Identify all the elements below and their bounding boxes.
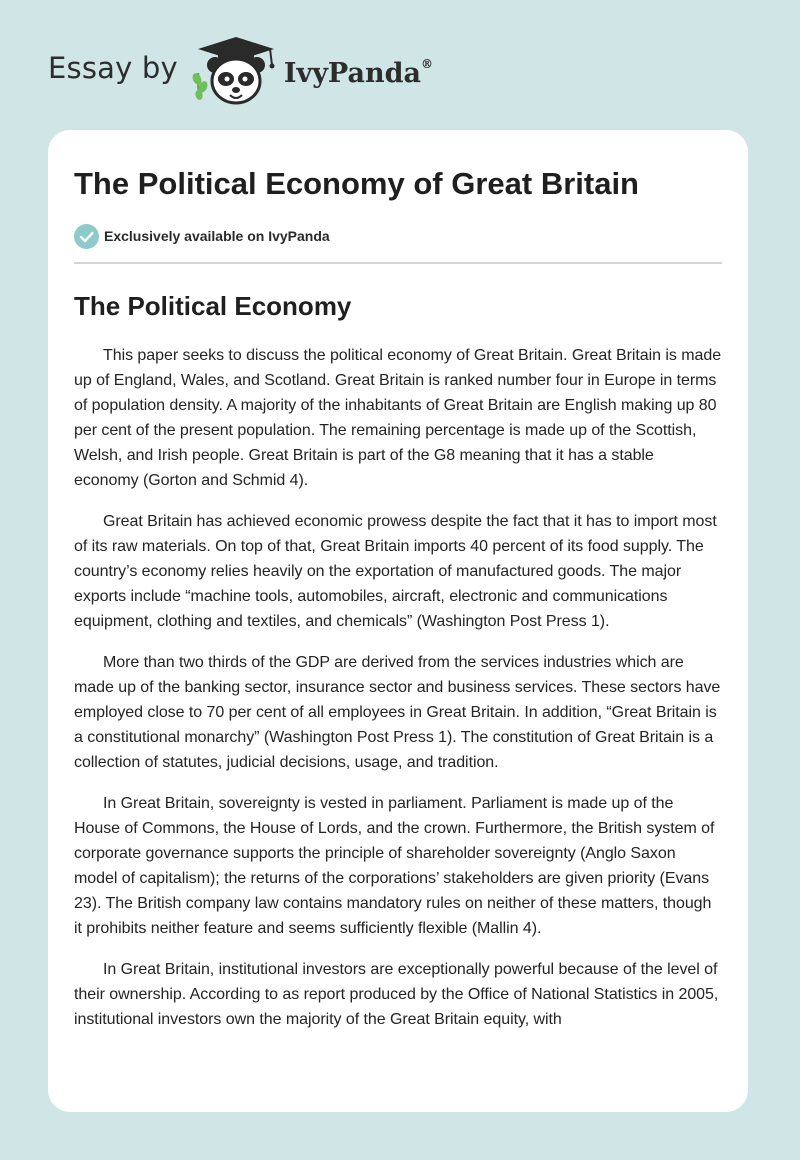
divider — [74, 262, 722, 264]
paragraph: Great Britain has achieved economic prowess despite the fact that it has to import most of its raw materials. On top of that, Great Britain imports 40 percent of its food supply. The country’s economy relies heavily on the exportation of manufactured goods. The major exports include “machine tools, automobiles, aircraft, electronic and communications equipment, clothing and textiles, and chemicals” (Washington Post Press 1). — [74, 513, 717, 630]
check-circle-icon — [74, 224, 99, 249]
essay-card — [48, 130, 748, 1112]
exclusive-badge — [74, 223, 722, 249]
brand-header — [48, 34, 433, 110]
section-heading: The Political Economy — [74, 291, 352, 321]
paragraph: More than two thirds of the GDP are derived from the services industries which are made up of the banking sector, insurance sector and business services. These sectors have employed close to 70 per cent of all employees in Great Britain. In addition, “Great Britain is a constitutional monarchy” (Washington Post Press 1). The constitution of Great Britain is a collection of statutes, judicial decisions, usage, and tradition. — [74, 654, 721, 771]
panda-logo-icon — [190, 35, 282, 109]
exclusive-label: Exclusively available on IvyPanda — [104, 228, 330, 244]
paragraph: This paper seeks to discuss the political economy of Great Britain. Great Britain is made up of England, Wales, and Scotland. Great Britain is ranked number four in Europe in terms of population density. A majority of the inhabitants of Great Britain are English making up 80 per cent of the present population. The remaining percentage is made up of the Scottish, Welsh, and Irish people. Great Britain is part of the G8 meaning that it has a stable economy (Gorton and Schmid 4). — [74, 347, 722, 489]
registered-mark: ® — [420, 56, 433, 71]
brand-name — [284, 58, 433, 89]
page-title: The Political Economy of Great Britain — [74, 166, 639, 201]
paragraph: In Great Britain, institutional investors are exceptionally powerful because of the level of their ownership. According to as report produced by the Office of National Statistics in 2005, institutional investors own the majority of the Great Britain equity, with — [74, 961, 719, 1028]
brand-prefix: Essay by — [48, 51, 178, 85]
brand-name-text: IvyPanda — [283, 57, 421, 89]
paragraph: In Great Britain, sovereignty is vested in parliament. Parliament is made up of the House of Commons, the House of Lords, and the crown. Furthermore, the British system of corporate governance supports the principle of shareholder sovereignty (Anglo Saxon model of capitalism); the returns of the corporations’ stakeholders are given priority (Evans 23). The British company law contains mandatory rules on neither of these matters, though it prohibits neither feature and seems sufficiently flexible (Mallin 4). — [74, 795, 715, 937]
essay-body — [74, 343, 722, 1032]
